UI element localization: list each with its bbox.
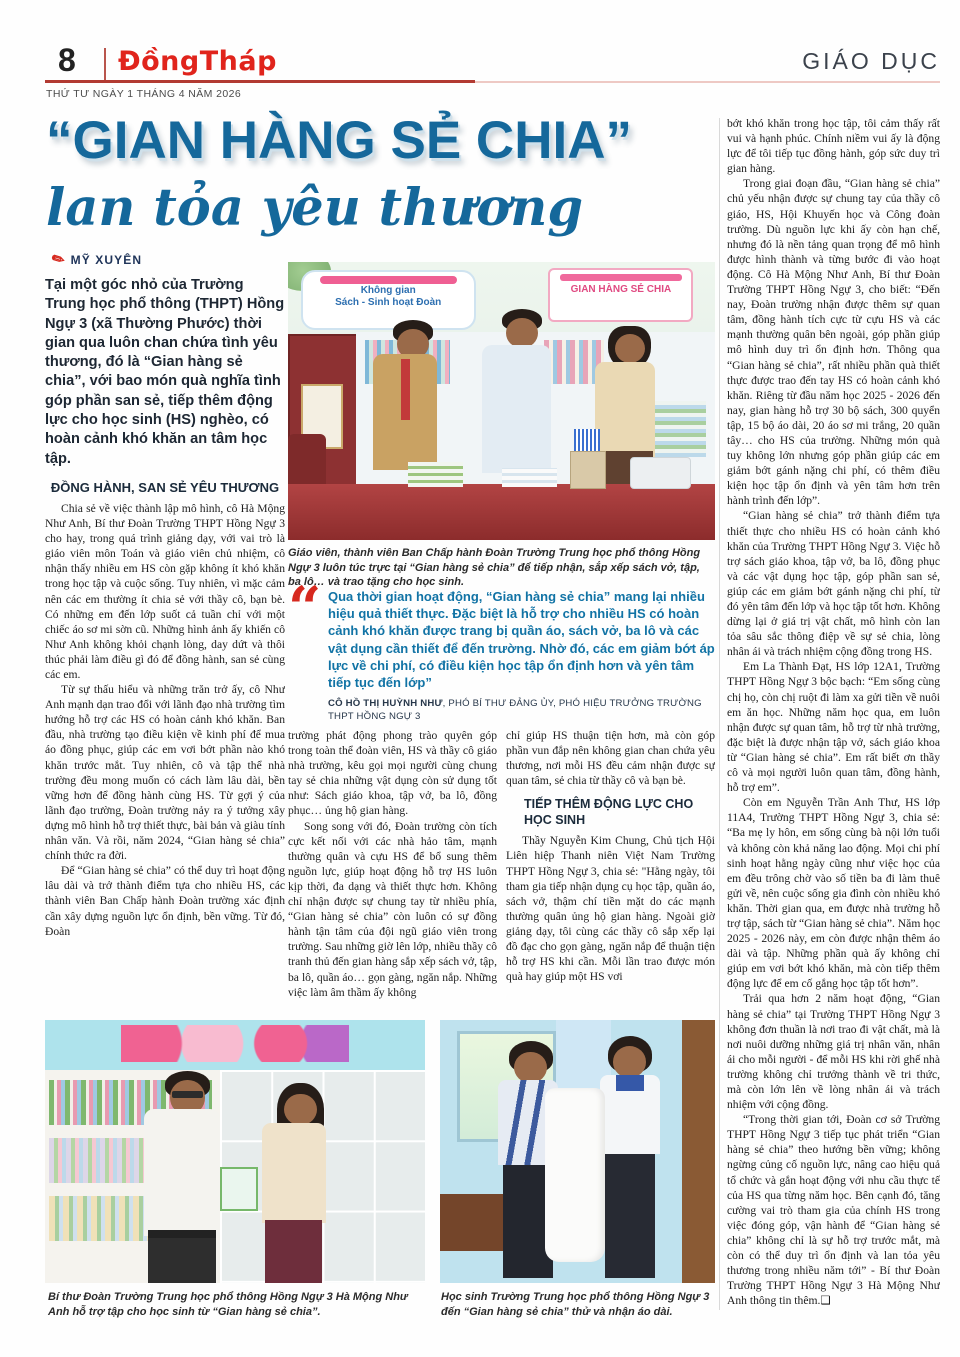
teacher-right xyxy=(284,1094,316,1126)
paragraph: trường phát động phong trào quyên góp trong toàn thể đoàn viên, HS và thầy cô giáo nhà trường, kêu gọi mọi người cùng chung tay sẻ chia những vật dụng còn sử dụng tốt như: Sách giáo khoa, tập vở, ba lô, đồng phục… ủng hộ gian hàng. xyxy=(288,729,497,818)
paragraph: “Trong thời gian tới, Đoàn cơ sở Trường THPT Hồng Ngự 3 tiếp tục phát triển “Gian hàng sẻ chia” theo hướng bền vững; không ngừng củng cố nguồn lực, nâng cao hiệu quả tổ chức và gắn hoạt động với nhu cầu thực tế của HS qua từng năm học. Bên cạnh đó, tăng cường vai trò tham gia của chính HS trong việc đóng góp, vận hành để “Gian hàng sẻ chia” không chỉ là sự hỗ trợ trước mắt, mà còn có thể duy trì ổn định và lan tỏa yêu thương trong nhiều năm tới” - Bí thư Đoàn Trường THPT Hồng Ngự 3 Hà Mộng Như Anh thông tin thêm.❑ xyxy=(727,1113,940,1308)
student-right-pants xyxy=(605,1154,655,1278)
headline-title: “GIAN HÀNG SẺ CHIA” xyxy=(46,111,632,170)
paragraph: chỉ giúp HS thuận tiện hơn, mà còn góp phần vun đắp nên không gian chan chứa yêu thương, nơi mỗi HS đều cảm nhận được sự quan tâm, sẻ chia từ thầy cô và bạn bè. xyxy=(506,729,715,788)
student-left xyxy=(514,1052,547,1084)
heart-decorations xyxy=(121,1025,349,1062)
teacher-right-shirt xyxy=(262,1123,327,1223)
lanyard xyxy=(401,359,410,420)
header-rule-accent xyxy=(45,80,475,83)
student-right xyxy=(613,1046,646,1078)
paragraph: Trải qua hơn 2 năm hoạt động, “Gian hàng sẻ chia” tại Trường THPT Hồng Ngự 3 không đơn thuần là nơi trao đi vật chất, mà là nơi nuôi dưỡng những giá trị nhân văn, nhân ái cho mỗi người - để mỗi HS khi rời ghế nhà trường không chỉ trưởng thành về tri thức, mà còn lớn lên về lòng nhân ái và trách nhiệm với cộng đồng. xyxy=(727,992,940,1112)
teacher-right-skirt xyxy=(265,1220,322,1283)
photo1-caption: Giáo viên, thành viên Ban Chấp hành Đoàn Trường Trung học phổ thông Hồng Ngự 3 luôn túc trực tại “Gian hàng sẻ chia” để tiếp nhận, sắp xếp sách vở, tập, ba lô… và trao tặng cho học sinh. xyxy=(288,547,701,588)
date-line: THỨ TƯ NGÀY 1 THÁNG 4 NĂM 2026 xyxy=(46,88,242,100)
section-heading-1: ĐỒNG HÀNH, SAN SẺ YÊU THƯƠNG xyxy=(50,479,280,495)
banner-text: Không gian xyxy=(360,285,416,297)
section-label: GIÁO DỤC xyxy=(802,48,940,74)
door-frame xyxy=(682,1020,715,1283)
byline xyxy=(49,248,143,271)
page-number: 8 xyxy=(58,42,76,78)
paragraph: Để “Gian hàng sẻ chia” có thể duy trì hoạt động lâu dài và trở thành điểm tựa cho nhiều HS, các thành viên Ban Chấp hành Đoàn trường xác định cần xây dựng nguồn lực ổn định, bền vững. Từ đó, Đoàn xyxy=(45,864,285,938)
wood-table xyxy=(440,1194,512,1252)
column-rule xyxy=(719,118,720,1310)
person-center-shirt xyxy=(482,345,550,473)
white-ao-dai xyxy=(545,1088,606,1262)
glasses xyxy=(172,1091,202,1098)
notebook-stack xyxy=(408,462,464,487)
newspaper-logo: ĐồngTháp xyxy=(118,46,277,77)
photo1-banner-right xyxy=(548,268,693,322)
quote-body xyxy=(328,588,715,726)
photo3-caption: Học sinh Trường Trung học phổ thông Hồng Ngự 3 đến “Gian hàng sẻ chia” thử và nhận áo dài. xyxy=(441,1291,710,1318)
quote-text: Qua thời gian hoạt động, “Gian hàng sẻ chia” mang lại nhiều hiệu quả thiết thực. Đặc biệt là hỗ trợ cho nhiều HS có hoàn cảnh khó khăn được trang bị quần áo, sách vở, ba lô và các vật dụng cần thiết để đến trường. Nhờ đó, các em giảm bớt áp lực về chi phí, có điều kiện học tập ổn định hơn và yên tâm tiếp tục đến lớp” xyxy=(328,589,715,691)
pen-icon: ✎ xyxy=(49,248,70,271)
photo-handing-notebooks xyxy=(45,1020,425,1283)
banner-strip xyxy=(560,274,681,281)
banner-text: GIAN HÀNG SẺ CHIA xyxy=(570,283,672,295)
paragraph: Trong giai đoạn đầu, “Gian hàng sẻ chia” chủ yếu nhận được sự chung tay của thầy cô giáo, HS, Hội Khuyến học và Công đoàn trường. Dù nguồn lực khi ấy còn hạn chế, nhưng đó là nền tảng quan trọng để mô hình được hình thành và từng bước đi vào hoạt động. Cô Hà Mộng Như Anh, Bí thư Đoàn Trường THPT Hồng Ngự 3, cho biết: “Đến nay, Đoàn trường nhận được thêm sự quan tâm, đồng hành tích cực từ cựu HS và các mạnh thường quân bên ngoài, góp phần giúp mô hình duy trì ổn định hơn. Thông qua “Gian hàng sẻ chia”, rất nhiều phần quà thiết thực được trao đến tay HS có hoàn cảnh khó khăn. Riêng từ đầu năm học 2025 - 2026 đến nay, gian hàng hỗ trợ 30 bộ sách, 300 quyển tập, 15 bộ áo dài, 20 áo sơ mi trắng, 20 quần tây… cho HS của trường. Những món quà tuy không lớn nhưng góp phần giúp các em giảm bớt gánh nặng chi phí, có thêm điều kiện học tập ổn định và yên tâm hơn trên hành trình đến lớp”. xyxy=(727,177,940,508)
photo2-caption: Bí thư Đoàn Trường Trung học phổ thông Hồng Ngự 3 Hà Mộng Như Anh hỗ trợ tập cho học sinh từ “Gian hàng sẻ chia”. xyxy=(48,1291,408,1318)
header-divider xyxy=(104,48,106,80)
person-center xyxy=(506,318,538,349)
pants xyxy=(148,1238,216,1283)
books xyxy=(655,401,706,457)
paragraph: Em La Thành Đạt, HS lớp 12A1, Trường THPT Hồng Ngự 3 bộc bạch: “Em sống cùng chị họ, còn chị ruột đi làm xa gửi tiền về nuôi em ăn học. Những năm học qua, em luôn nhận được sự quan tâm, hỗ trợ từ nhà trường, đặc biệt là được nhận tập vở, sách giáo khoa từ “Gian hàng sẻ chia”. Em rất biết ơn thầy cô và mọi người luôn quan tâm, đồng hành, hỗ trợ em”. xyxy=(727,660,940,795)
paragraph: bớt khó khăn trong học tập, tôi cảm thấy rất vui và hạnh phúc. Chính niềm vui ấy là động lực để tôi tiếp tục đồng hành, góp sức duy trì gian hàng. xyxy=(727,117,940,176)
paragraph: Thầy Nguyễn Kim Chung, Chủ tịch Hội Liên hiệp Thanh niên Việt Nam Trường THPT Hồng Ngự 3, chia sẻ: "Hằng ngày, tôi tham gia tiếp nhận dụng cụ học tập, quần áo, sách vở, thậm chí tiền mặt do các mạnh thường quân ủng hộ gian hàng. Ngoài giờ giảng dạy, tôi cùng các thầy cô sắp xếp lại đồ đạc cho gọn gàng, ngăn nắp để thuận tiện hỗ trợ HS khi cần. Mỗi lần trao được món quà hay giúp một HS vơi xyxy=(506,834,715,984)
article-column-4 xyxy=(727,116,940,1316)
article-column-3 xyxy=(506,728,715,1016)
plastic-bags xyxy=(630,457,692,490)
pull-quote xyxy=(288,574,715,726)
paragraph: “Gian hàng sẻ chia” trở thành điểm tựa thiết thực cho nhiều HS có hoàn cảnh khó khăn của Trường THPT Hồng Ngự 3. Việc hỗ trợ sách giáo khoa, tập vở, ba lô, đồng phục và các vật dụng học tập, góp phần san sẻ, giúp các em giảm bớt gánh nặng chi phí, từ đó yên tâm đến lớp và học tập tốt hơn. Không dừng lại ở giá trị vật chất, mô hình còn lan tỏa sâu sắc thông điệp về sự sẻ chia, lòng nhân ái và trách nhiệm cộng đồng trong HS. xyxy=(727,509,940,659)
paragraph: Song song với đó, Đoàn trường còn tích cực kết nối với các nhà hảo tâm, mạnh thường quân và cựu HS để bổ sung thêm nguồn lực, giúp hoạt động hỗ trợ HS luôn kịp thời, đa dạng và thiết thực hơn. Không chỉ nhận được sự chung tay từ nhiều phía, “Gian hàng sẻ chia” còn luôn có sự đồng hành tận tâm của đội ngũ giáo viên trong trường. Sau những giờ lên lớp, nhiều thầy cô tranh thủ đến gian hàng sắp xếp sách vở, tập, ba lô, quần áo… gọn gàng, ngăn nắp. Những việc làm âm thầm ấy không xyxy=(288,819,497,999)
person-right-shirt xyxy=(595,362,655,457)
photo-gian-hang xyxy=(288,262,715,540)
section-heading-2: TIẾP THÊM ĐỘNG LỰC CHO HỌC SINH xyxy=(524,797,694,828)
quote-attribution-name: CÔ HỒ THỊ HUỲNH NHƯ xyxy=(328,698,443,710)
quote-icon: “ xyxy=(288,574,322,642)
banner-strip xyxy=(320,276,457,284)
paragraph: Còn em Nguyễn Trần Anh Thư, HS lớp 11A4, Trường THPT Hồng Ngự 3, chia sẻ: “Ba mẹ ly hôn, em sống cùng bà nội lớn tuổi và không còn khả năng lao động. Mọi chi phí sinh hoạt hằng ngày cũng như việc học của em đều trông chờ vào số tiền ba đi làm thuê gửi về, nên cuộc sống gia đình còn nhiều khó khăn. Thời gian qua, em được nhà trường hỗ trợ tập, sách từ “Gian hàng sẻ chia”. Năm học 2025 - 2026 này, em còn được nhận thêm áo dài và tập. Những phần quà ấy không chỉ giúp em vơi bớt khó khăn, mà còn tiếp thêm động lực để em cố gắng học tập tốt hơn”. xyxy=(727,796,940,991)
pen-cup xyxy=(570,451,606,489)
article-column-1 xyxy=(45,276,285,1014)
paragraph: Từ sự thấu hiểu và những trăn trở ấy, cô Như Anh mạnh dạn trao đổi với lãnh đạo nhà trường tìm hướng hỗ trợ các HS có hoàn cảnh khó khăn. Ban đầu, nhà trường tạo điều kiện về kinh phí để mua áo đồng phục, giúp các em vơi bớt phần nào khó khăn trước mắt. Tuy nhiên, cô và tập thể nhà trường đều mong muốn có cách làm lâu dài, bền vững hơn để đồng hành cùng HS. Từ gợi ý của lãnh đạo trường, Đoàn trường nảy ra ý tưởng xây dựng mô hình hỗ trợ thiết thực, bài bản và giàu tính nhân văn. Và rồi, năm 2024, “Gian hàng sẻ chia” chính thức ra đời. xyxy=(45,683,285,863)
person-right xyxy=(615,334,645,363)
banner-text: Sách - Sinh hoạt Đoàn xyxy=(335,297,442,309)
paragraph: Chia sẻ về việc thành lập mô hình, cô Hà Mộng Như Anh, Bí thư Đoàn Trường THPT Hồng Ngự 3 cho hay, trong quá trình giảng dạy, với vai trò là giáo viên môn Toán và giáo viên chủ nhiệm, cô nhận thấy nhiều em HS còn gặp không ít khó khăn trong học tập và cuộc sống. Tuy nhiên, vì mặc cảm nên các em thường ít chia sẻ với thầy cô, bạn bè. Có những em đến lớp suốt cả tuần chỉ với một chiếc áo sơ mi sờn cũ. Những hình ảnh ấy khiến cô Như Anh không khỏi chạnh lòng, day dứt và thôi thúc phải làm điều gì đó để đồng hành, san sẻ cùng các em. xyxy=(45,501,285,681)
article-column-2 xyxy=(288,728,497,1016)
lead-paragraph: Tại một góc nhỏ của Trường Trung học phổ thông (THPT) Hồng Ngự 3 (xã Thường Phước) thời gian qua luôn chan chứa tình yêu thương, đó là “Gian hàng sẻ chia”, với bao món quà nghĩa tình góp phần san sẻ, tiếp thêm động lực cho học sinh (HS) nghèo, có hoàn cảnh khó khăn an tâm học tập. xyxy=(45,277,285,467)
notebook-stack xyxy=(502,468,558,487)
red-table xyxy=(288,484,715,540)
author-name: MỸ XUYÊN xyxy=(70,253,143,267)
gift-notebook xyxy=(220,1167,258,1210)
belt xyxy=(148,1230,216,1238)
polo-collar xyxy=(616,1075,644,1091)
photo-ao-dai xyxy=(440,1020,715,1283)
quote-attribution xyxy=(328,698,715,723)
quote-attribution-role: , PHÓ BÍ THƯ ĐẢNG ỦY, PHÓ HIỆU TRƯỞNG TRƯỜNG THPT HỒNG NGỰ 3 xyxy=(328,698,702,722)
headline-subtitle: lan tỏa yêu thương xyxy=(46,178,584,238)
red-chair xyxy=(288,434,326,490)
photo1-banner-left xyxy=(301,270,476,330)
student-left-shirt xyxy=(144,1109,220,1235)
